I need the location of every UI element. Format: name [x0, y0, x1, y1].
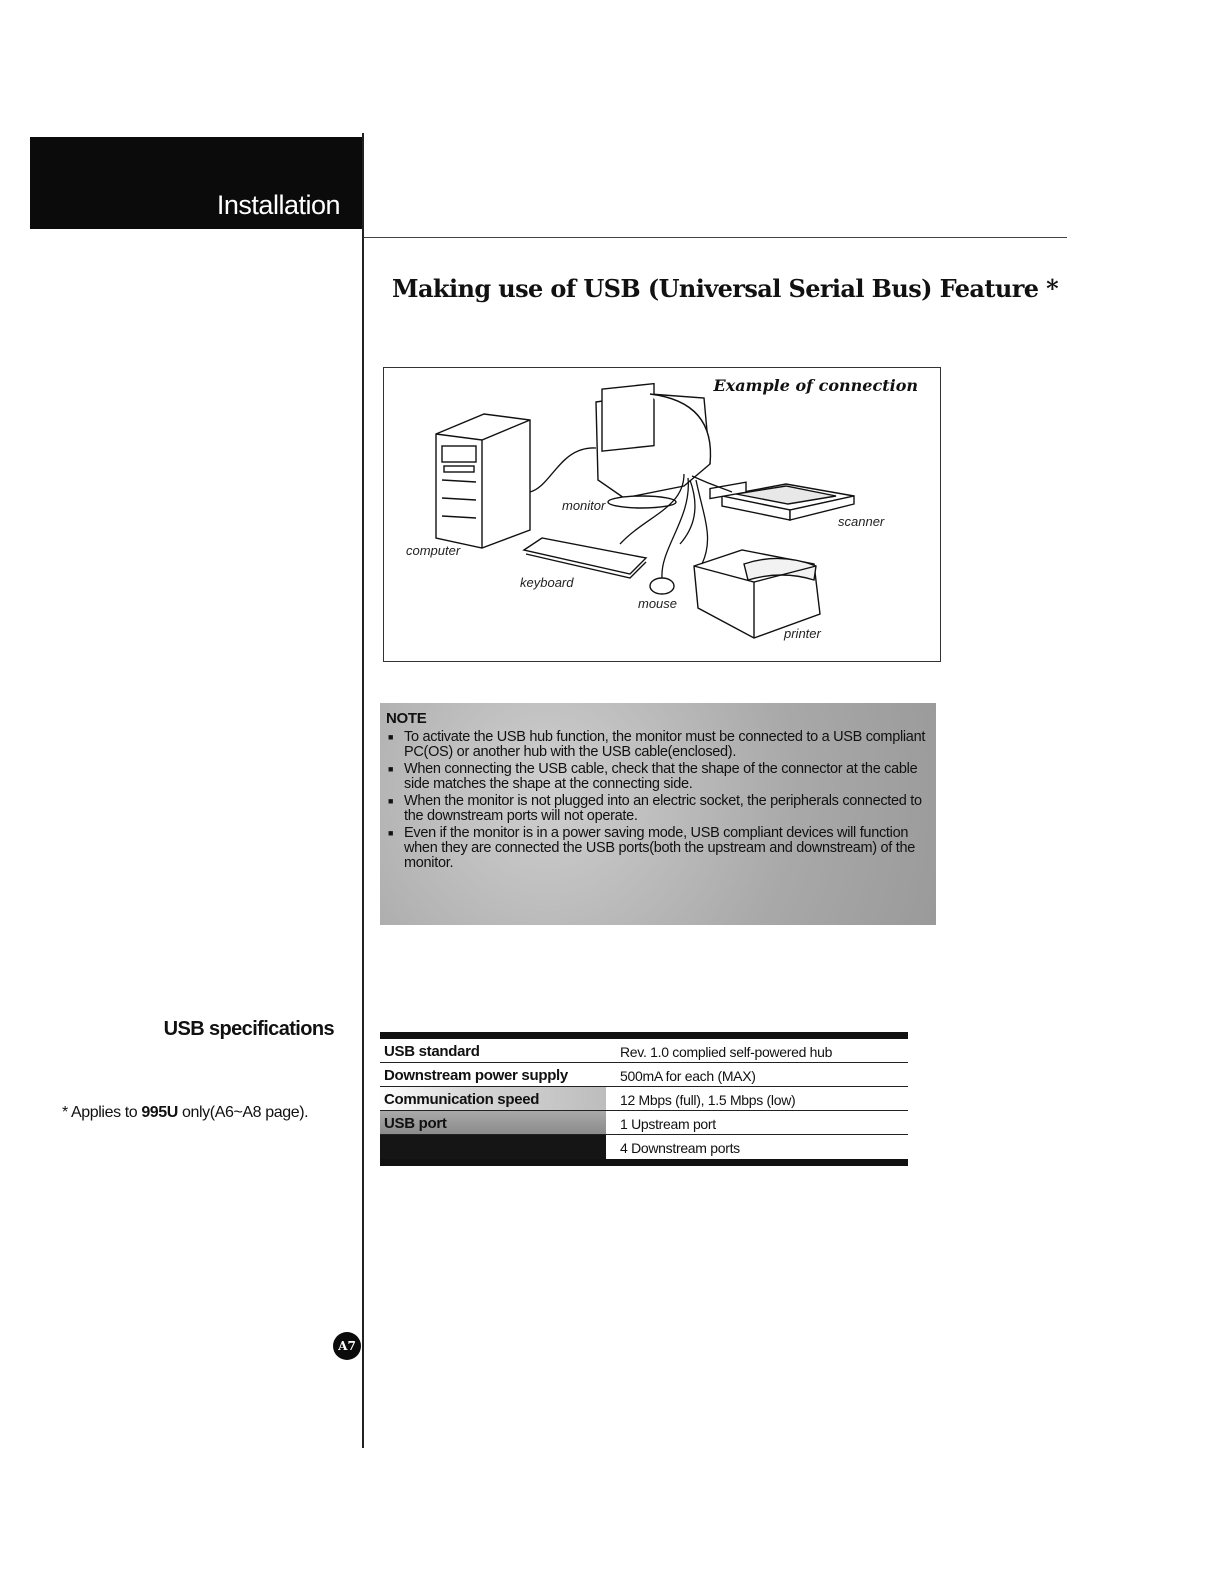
- table-row: [380, 1135, 908, 1159]
- spec-value: Rev. 1.0 complied self-powered hub: [620, 1044, 833, 1060]
- table-row: [380, 1087, 908, 1111]
- scanner-label: scanner: [838, 514, 885, 529]
- table-row: [380, 1063, 908, 1087]
- spec-key: [380, 1135, 606, 1159]
- note-item: ■ When connecting the USB cable, check that the shape of the connector at the cable side matches the shape at the connecting side.: [386, 762, 926, 792]
- section-header-bar: [30, 137, 364, 229]
- spec-value: 1 Upstream port: [620, 1116, 716, 1132]
- table-bottom-rule: [380, 1159, 908, 1166]
- spec-table: [380, 1032, 908, 1166]
- diagram-caption: Example of connection: [713, 376, 918, 395]
- note-item: ■ To activate the USB hub function, the monitor must be connected to a USB compliant PC(OS) or another hub with the USB cable(enclosed).: [386, 730, 926, 760]
- section-title: Installation: [216, 190, 340, 220]
- spec-key: USB port: [380, 1111, 606, 1134]
- spec-key: Communication speed: [380, 1087, 606, 1110]
- note-item: ■ When the monitor is not plugged into an electric socket, the peripherals connected to the downstream ports will not operate.: [386, 794, 926, 824]
- table-top-rule: [380, 1032, 908, 1039]
- connection-diagram: [383, 367, 941, 662]
- computer-label: computer: [406, 543, 461, 558]
- page-number-badge: A7: [333, 1332, 361, 1360]
- table-row: [380, 1039, 908, 1063]
- spec-key: USB standard: [384, 1043, 480, 1060]
- computer-icon: [436, 414, 530, 548]
- keyboard-label: keyboard: [520, 575, 574, 590]
- mouse-label: mouse: [638, 596, 678, 611]
- footnote-suffix: only(A6~A8 page).: [177, 1104, 309, 1121]
- monitor-label: monitor: [562, 498, 606, 513]
- spec-value: 12 Mbps (full), 1.5 Mbps (low): [620, 1092, 796, 1108]
- mouse-icon: [650, 578, 674, 594]
- footnote-model: 995U: [141, 1104, 178, 1121]
- note-box: [380, 703, 936, 925]
- footnote: [62, 1104, 308, 1122]
- spec-key: Downstream power supply: [384, 1067, 568, 1084]
- vertical-divider: [362, 133, 364, 1448]
- printer-label: printer: [784, 626, 821, 641]
- horizontal-divider: [364, 237, 1067, 238]
- page-title: Making use of USB (Universal Serial Bus) Feature *: [392, 274, 1059, 303]
- spec-value: 4 Downstream ports: [620, 1140, 740, 1156]
- note-item: ■ Even if the monitor is in a power saving mode, USB compliant devices will function when they are connected the USB ports(both the upstream and downstream) of the monitor.: [386, 826, 926, 871]
- table-row: [380, 1111, 908, 1135]
- footnote-prefix: * Applies to: [62, 1104, 142, 1121]
- keyboard-icon: [524, 538, 646, 578]
- note-heading: NOTE: [386, 710, 427, 727]
- spec-value: 500mA for each (MAX): [620, 1068, 756, 1084]
- spec-heading: USB specifications: [163, 1018, 334, 1040]
